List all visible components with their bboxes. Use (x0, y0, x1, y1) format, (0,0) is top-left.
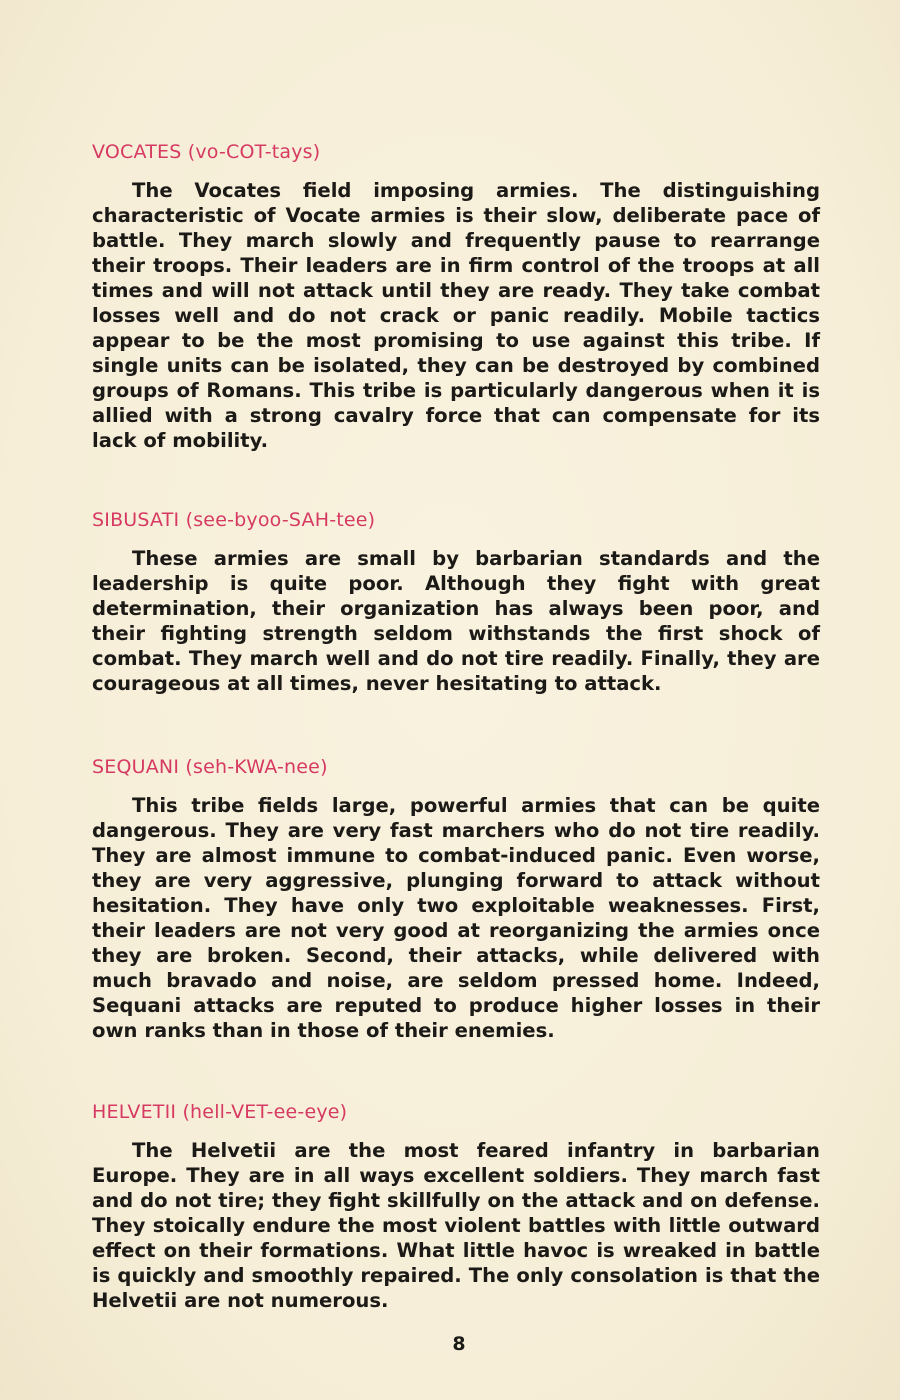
section-sibusati (92, 508, 820, 696)
section-heading: SIBUSATI (see-byoo-SAH-tee) (92, 509, 376, 531)
page-number: 8 (452, 1333, 466, 1355)
section-heading: SEQUANI (seh-KWA-nee) (92, 756, 328, 778)
section-body: The Helvetii are the most feared infantry in barbarian Europe. They are in all ways excellent soldiers. They march fast and do not tire; they fight skillfully on the attack and on defense. They stoically endure the most violent battles with little outward effect on their formations. What little havoc is wreaked in battle is quickly and smoothly repaired. The only consolation is that the Helvetii are not numerous. (92, 1139, 820, 1312)
section-body: These armies are small by barbarian standards and the leadership is quite poor. Although they fight with great determination, their organization has always been poor, and their fighting strength seldom withstands the first shock of combat. They march well and do not tire readily. Finally, they are courageous at all times, never hesitating to attack. (92, 547, 820, 695)
section-sequani (92, 755, 820, 1043)
section-heading: VOCATES (vo-COT-tays) (92, 141, 321, 163)
section-body: This tribe fields large, powerful armies that can be quite dangerous. They are very fast marchers who do not tire readily. They are almost immune to combat-induced panic. Even worse, they are very aggressive, plunging forward to attack without hesitation. They have only two exploitable weaknesses. First, their leaders are not very good at reorganizing the armies once they are broken. Second, their attacks, while delivered with much bravado and noise, are seldom pressed home. Indeed, Sequani attacks are reputed to produce higher losses in their own ranks than in those of their enemies. (92, 794, 820, 1042)
section-vocates (92, 140, 820, 453)
section-body: The Vocates field imposing armies. The distinguishing characteristic of Vocate armies is their slow, deliberate pace of battle. They march slowly and frequently pause to rearrange their troops. Their leaders are in firm control of the troops at all times and will not attack until they are ready. They take combat losses well and do not crack or panic readily. Mobile tactics appear to be the most promising to use against this tribe. If single units can be isolated, they can be destroyed by combined groups of Romans. This tribe is particularly dangerous when it is allied with a strong cavalry force that can compensate for its lack of mobility. (92, 179, 820, 452)
section-heading: HELVETII (hell-VET-ee-eye) (92, 1101, 348, 1123)
section-helvetii (92, 1100, 820, 1313)
